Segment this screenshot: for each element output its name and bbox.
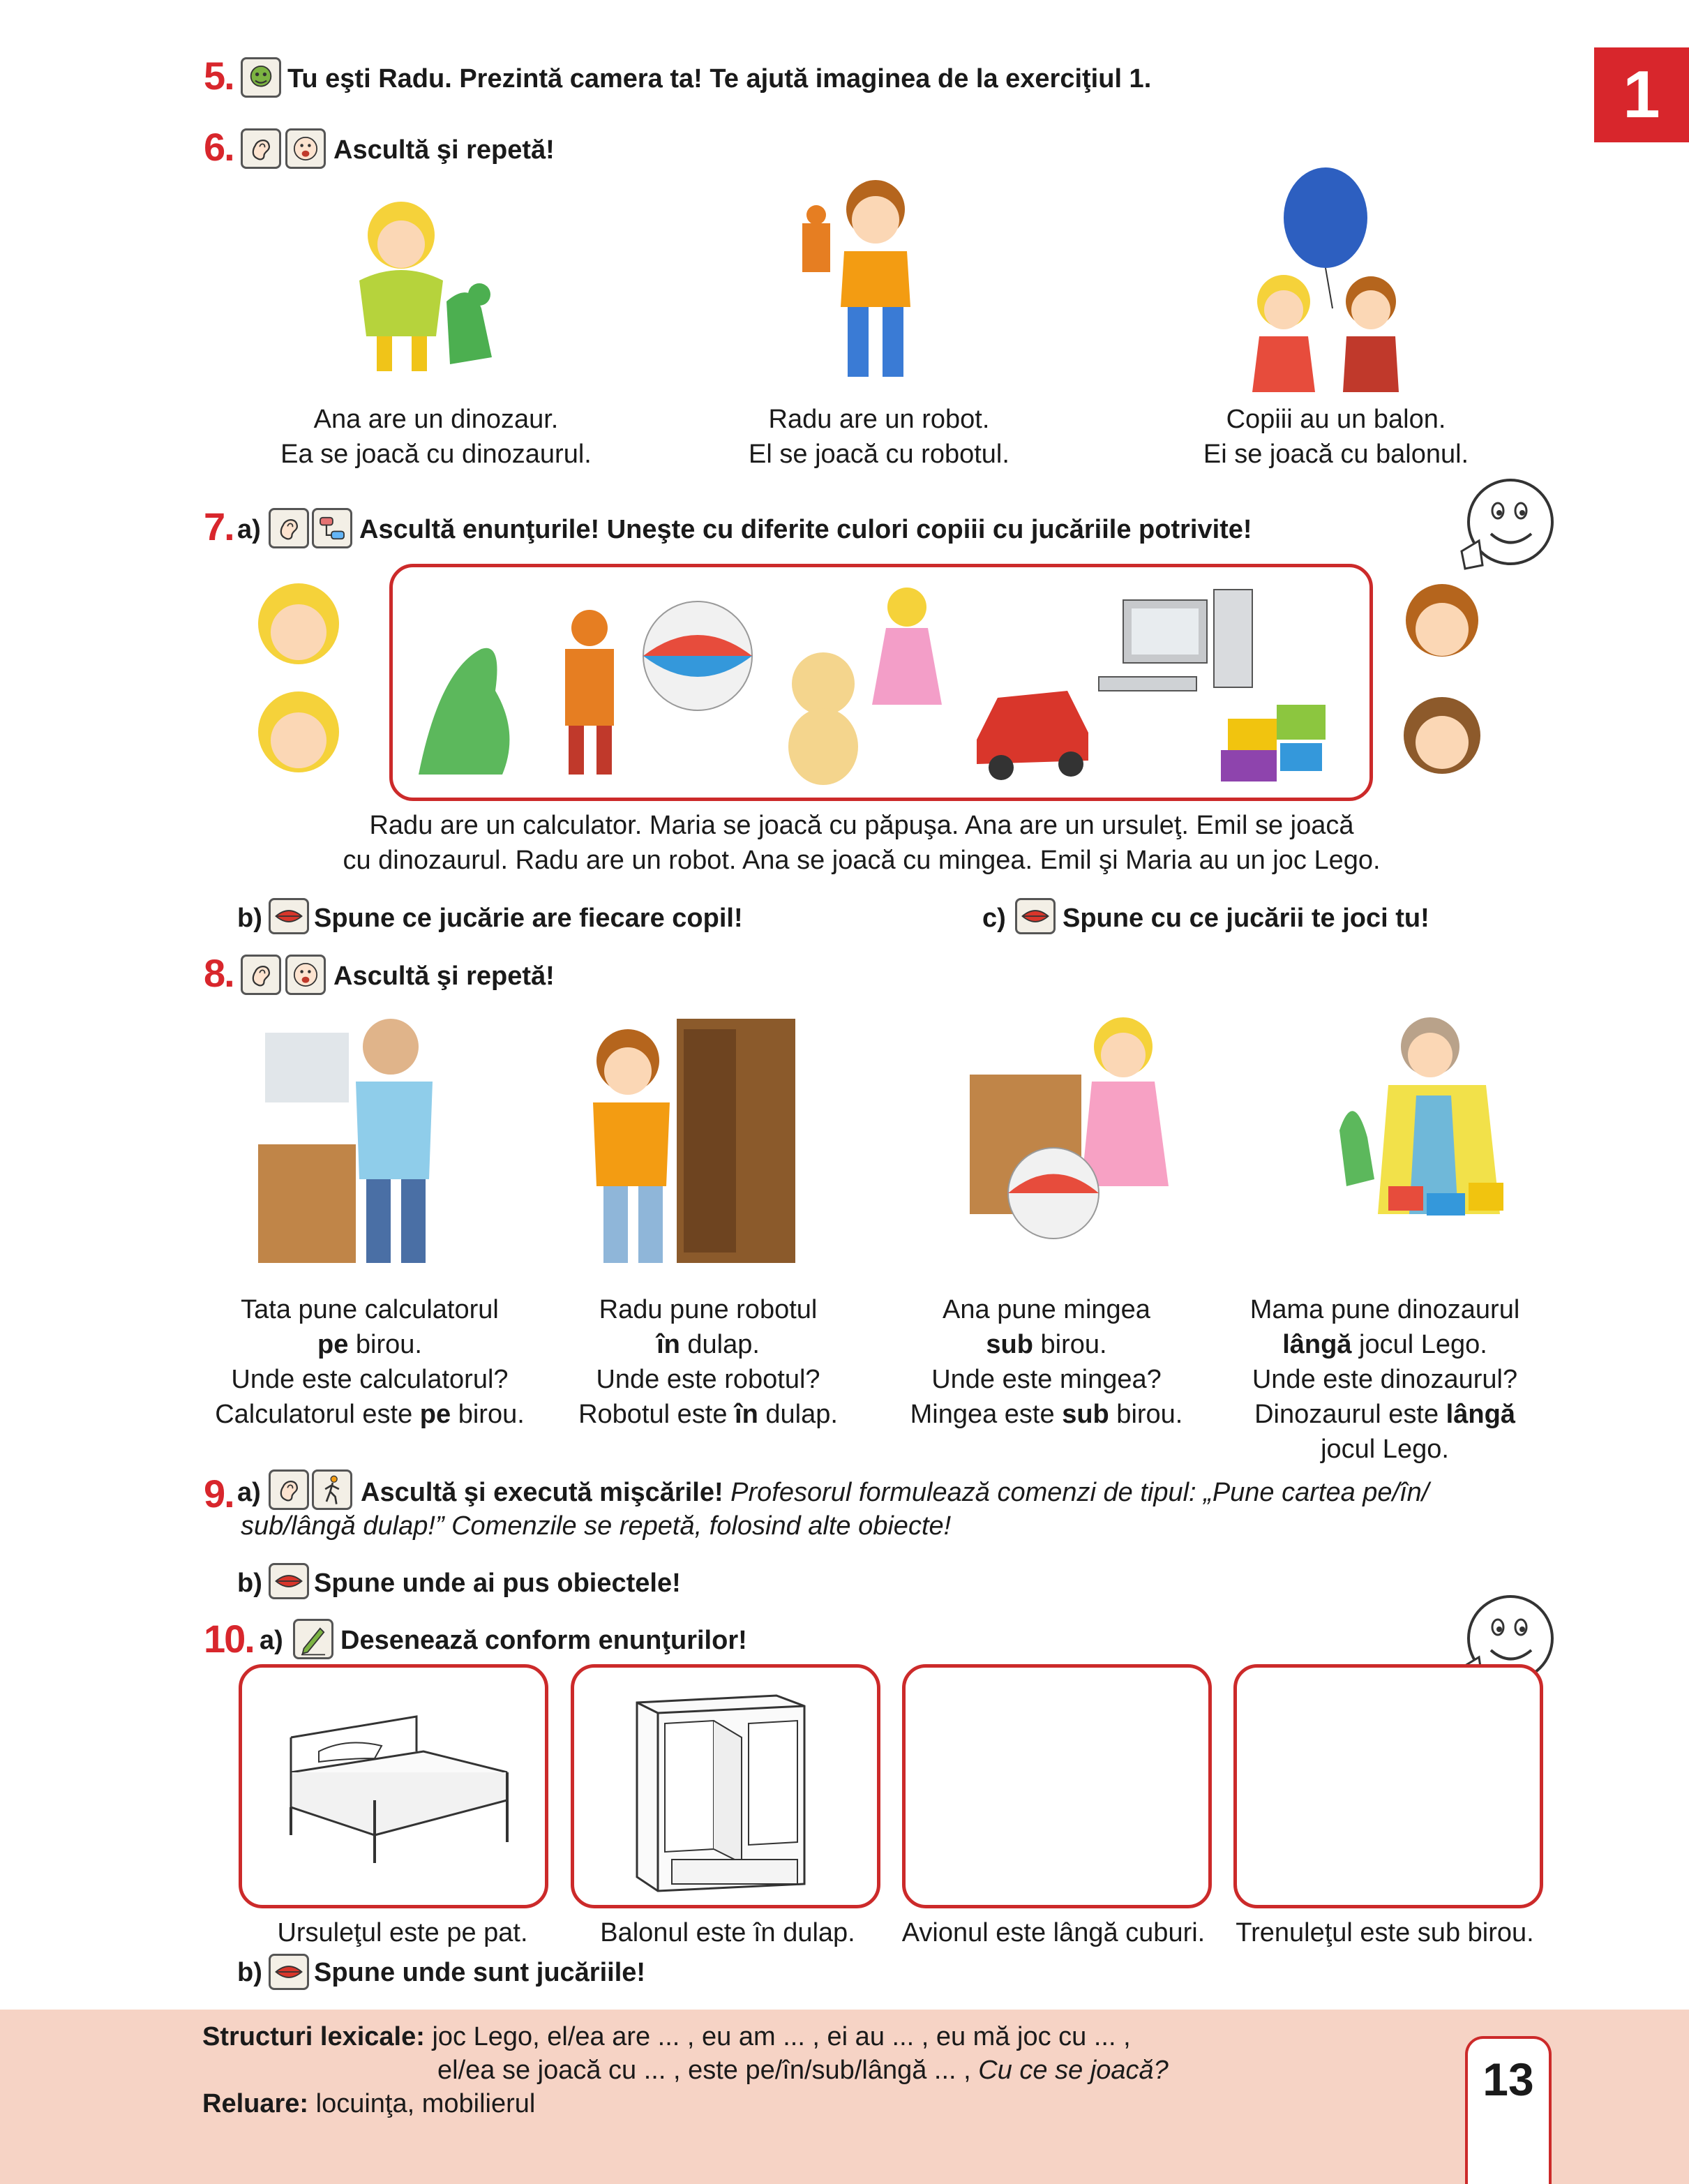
preposition-langa: lângă xyxy=(1282,1330,1352,1359)
ex7-sentences-line-1: Radu are un calculator. Maria se joacă cu păpuşa. Ana are un ursuleţ. Emil se joacă xyxy=(369,811,1354,840)
ex8-caption-2 xyxy=(551,1292,865,1432)
caption-text: Robotul este xyxy=(578,1400,735,1429)
drawing-box-empty-2[interactable] xyxy=(1233,1664,1543,1908)
drawing-box-wardrobe[interactable] xyxy=(571,1664,880,1908)
ear-icon xyxy=(241,128,281,169)
ex6-caption-2-line-2: El se joacă cu robotul. xyxy=(749,440,1009,469)
ex7-instruction-b: Spune ce jucărie are fiecare copil! xyxy=(314,904,743,933)
exercise-6-number: 6. xyxy=(204,125,234,169)
caption-text: birou. xyxy=(451,1400,525,1429)
ex8-caption-4-line-4 xyxy=(1217,1397,1552,1432)
ex6-caption-3-line-2: Ei se joacă cu balonul. xyxy=(1203,440,1469,469)
ex9-instruction-line-1 xyxy=(361,1478,1429,1508)
ear-icon xyxy=(241,955,281,995)
girl-with-dinosaur-image xyxy=(317,183,513,392)
ex6-caption-2-line-1: Radu are un robot. xyxy=(768,405,990,434)
ex7-instruction-c: Spune cu ce jucării te joci tu! xyxy=(1063,904,1429,933)
ex10-caption-4: Trenuleţul este sub birou. xyxy=(1236,1918,1534,1947)
ex10-part-a-label: a) xyxy=(260,1626,283,1655)
lips-icon xyxy=(269,898,309,934)
ex8-caption-3-line-3: Unde este mingea? xyxy=(931,1365,1162,1394)
girl-with-ball-image xyxy=(963,1005,1200,1270)
ex8-caption-3-line-4 xyxy=(872,1397,1221,1432)
children-faces-right-image xyxy=(1390,575,1494,784)
ex10-caption-3: Avionul este lângă cuburi. xyxy=(901,1918,1206,1947)
reluare-text: locuinţa, mobilierul xyxy=(308,2089,536,2118)
ex8-caption-3 xyxy=(872,1292,1221,1432)
caption-text: dulap. xyxy=(758,1400,838,1429)
ear-icon xyxy=(269,1469,309,1510)
father-at-desk-image xyxy=(251,1005,481,1270)
pencil-icon xyxy=(293,1619,333,1659)
ex8-caption-1-line-1: Tata pune calculatorul xyxy=(241,1295,499,1324)
boy-at-wardrobe-image xyxy=(572,1005,802,1270)
ex6-caption-2 xyxy=(652,402,1106,472)
ex8-caption-1-line-4 xyxy=(188,1397,551,1432)
caption-text: birou. xyxy=(1109,1400,1183,1429)
caption-text: birou. xyxy=(348,1330,422,1359)
structures-text: el/ea se joacă cu ... , este pe/în/sub/lângă ... , xyxy=(437,2056,979,2085)
ex7-sentences-line-2: cu dinozaurul. Radu are un robot. Ana se joacă cu mingea. Emil şi Maria au un joc Lego. xyxy=(343,846,1381,875)
exercise-5-number: 5. xyxy=(204,54,234,98)
ex10-caption-2: Balonul este în dulap. xyxy=(600,1918,855,1947)
ex7-sentences xyxy=(230,808,1493,878)
ex9-instruction-a: Ascultă şi execută mişcările! xyxy=(361,1478,723,1507)
ex8-caption-1 xyxy=(188,1292,551,1432)
ex9-part-b-label: b) xyxy=(237,1569,262,1598)
ex7-instruction-a: Ascultă enunţurile! Uneşte cu diferite culori copiii cu jucăriile potrivite! xyxy=(359,515,1252,544)
toys-image xyxy=(398,572,1367,795)
ex6-caption-1 xyxy=(209,402,663,472)
caption-text: jocul Lego. xyxy=(1351,1330,1487,1359)
exercise-8-number: 8. xyxy=(204,951,234,995)
drawing-box-empty-1[interactable] xyxy=(902,1664,1212,1908)
ex9-part-a-label: a) xyxy=(237,1478,261,1507)
caption-text: Dinozaurul este xyxy=(1254,1400,1446,1429)
ear-icon xyxy=(269,508,309,548)
exercise-6-instruction: Ascultă şi repetă! xyxy=(333,135,555,165)
ex8-caption-4-line-3: Unde este dinozaurul? xyxy=(1252,1365,1518,1394)
lips-icon xyxy=(269,1563,309,1599)
ex8-caption-4-line-1: Mama pune dinozaurul xyxy=(1249,1295,1520,1324)
ex10-instruction-b: Spune unde sunt jucăriile! xyxy=(314,1958,646,1987)
ex10-instruction-a: Desenează conform enunţurilor! xyxy=(340,1626,747,1655)
ex8-caption-4-line-2 xyxy=(1217,1327,1552,1362)
smiley-icon xyxy=(1448,474,1559,579)
exercise-5-instruction: Tu eşti Radu. Prezintă camera ta! Te ajută imaginea de la exerciţiul 1. xyxy=(287,64,1152,94)
structures-text: joc Lego, el/ea are ... , eu am ... , ei au ... , eu mă joc cu ... , xyxy=(424,2022,1131,2051)
bed-image xyxy=(242,1668,545,1905)
ex10-part-b-label: b) xyxy=(237,1958,262,1987)
footer-structures-line-2 xyxy=(437,2056,1169,2086)
caption-text: Mingea este xyxy=(910,1400,1063,1429)
preposition-in: în xyxy=(656,1330,680,1359)
ex8-caption-2-line-1: Radu pune robotul xyxy=(599,1295,818,1324)
ex8-caption-2-line-3: Unde este robotul? xyxy=(596,1365,820,1394)
ex10-caption-1: Ursuleţul este pe pat. xyxy=(277,1918,528,1947)
preposition-langa: lângă xyxy=(1446,1400,1515,1429)
exercise-7-number: 7. xyxy=(204,504,234,548)
ex6-caption-1-line-2: Ea se joacă cu dinozaurul. xyxy=(280,440,592,469)
chapter-tab: 1 xyxy=(1594,47,1689,142)
ex8-caption-3-line-1: Ana pune mingea xyxy=(943,1295,1150,1324)
preposition-pe: pe xyxy=(317,1330,349,1359)
footer-reluare xyxy=(202,2089,535,2119)
page-number: 13 xyxy=(1465,2036,1552,2184)
ex8-caption-4-line-5: jocul Lego. xyxy=(1321,1435,1449,1464)
caption-text: dulap. xyxy=(680,1330,760,1359)
ex6-caption-3 xyxy=(1109,402,1563,472)
ex9-teacher-note-line-1: Profesorul formulează comenzi de tipul: „Pune cartea pe/în/ xyxy=(730,1478,1429,1507)
ex8-caption-4 xyxy=(1217,1292,1552,1467)
ex8-caption-1-line-2 xyxy=(188,1327,551,1362)
preposition-pe: pe xyxy=(419,1400,451,1429)
ex7-part-b-label: b) xyxy=(237,904,262,933)
ex8-caption-3-line-2 xyxy=(872,1327,1221,1362)
walking-icon xyxy=(312,1469,352,1510)
structures-label: Structuri lexicale: xyxy=(202,2022,425,2051)
mouth-icon xyxy=(285,128,326,169)
ex6-caption-1-line-1: Ana are un dinozaur. xyxy=(313,405,559,434)
boy-with-robot-image xyxy=(781,167,949,391)
caption-text: Calculatorul este xyxy=(215,1400,420,1429)
ex8-caption-1-line-3: Unde este calculatorul? xyxy=(231,1365,509,1394)
preposition-in: în xyxy=(735,1400,758,1429)
ex7-part-a-label: a) xyxy=(237,515,261,544)
ex8-caption-2-line-2 xyxy=(551,1327,865,1362)
caption-text: birou. xyxy=(1033,1330,1107,1359)
exercise-10-number: 10. xyxy=(204,1617,254,1661)
lips-icon xyxy=(269,1954,309,1990)
ex6-caption-3-line-1: Copiii au un balon. xyxy=(1226,405,1446,434)
lips-icon xyxy=(1015,898,1056,934)
ex7-part-c-label: c) xyxy=(982,904,1006,933)
ex8-caption-2-line-4 xyxy=(551,1397,865,1432)
exercise-9-number: 9. xyxy=(204,1472,234,1516)
ex9-teacher-note-line-2: sub/lângă dulap!” Comenzile se repetă, folosind alte obiecte! xyxy=(241,1511,952,1541)
ex9-instruction-b: Spune unde ai pus obiectele! xyxy=(314,1569,681,1598)
speech-bubble-icon xyxy=(241,57,281,98)
preposition-sub: sub xyxy=(986,1330,1033,1359)
reluare-label: Reluare: xyxy=(202,2089,309,2118)
drawing-box-bed[interactable] xyxy=(239,1664,548,1908)
preposition-sub: sub xyxy=(1062,1400,1109,1429)
children-faces-left-image xyxy=(229,575,368,784)
footer-structures-line-1 xyxy=(202,2022,1131,2052)
mother-with-lego-image xyxy=(1312,1005,1528,1270)
mouth-icon xyxy=(285,955,326,995)
structures-question: Cu ce se joacă? xyxy=(978,2056,1169,2085)
exercise-8-instruction: Ascultă şi repetă! xyxy=(333,962,555,991)
children-with-balloon-image xyxy=(1221,162,1444,399)
footer-band xyxy=(0,2010,1689,2184)
wardrobe-image xyxy=(574,1668,877,1905)
link-icon xyxy=(312,508,352,548)
